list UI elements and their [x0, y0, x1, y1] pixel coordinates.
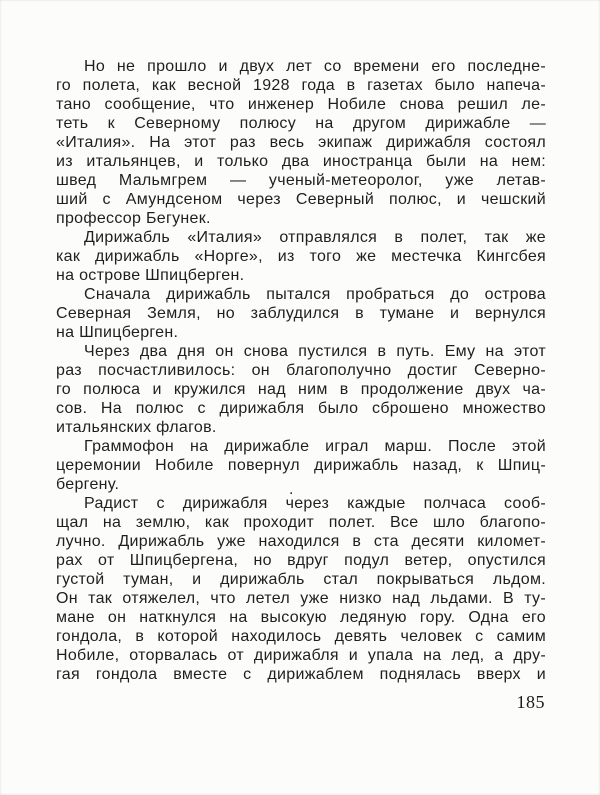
paragraph — [56, 342, 546, 437]
text-line: Он так отяжелел, что летел уже низко над льдами. В ту- — [56, 590, 546, 607]
paragraph — [56, 228, 546, 285]
text-line: го полюса и кружился над ним в продолжение двух ча- — [56, 381, 546, 398]
paragraph — [56, 494, 546, 684]
text-line: щал на землю, как проходит полет. Все шло благопо- — [56, 514, 546, 531]
text-line: на острове Шпицберген. — [56, 267, 245, 284]
paragraph — [56, 57, 546, 228]
text-line: густой туман, и дирижабль стал покрываться льдом. — [56, 571, 546, 588]
text-line: теть к Северному полюсу на другом дирижабле — — [56, 115, 546, 132]
text-line: Радист с дирижабля через каждые полчаса сооб- — [84, 495, 546, 512]
text-line: швед Мальмгрем — ученый-метеоролог, уже летав- — [56, 172, 546, 189]
text-line: раз посчастливилось: он благополучно достиг Северно- — [56, 362, 546, 379]
paragraph — [56, 437, 546, 494]
text-line: Но не прошло и двух лет со времени его последне- — [84, 58, 546, 75]
paragraph — [56, 285, 546, 342]
text-line: сов. На полюс с дирижабля было сброшено множество — [56, 400, 546, 417]
text-line: ший с Амундсеном через Северный полюс, и чешский — [56, 191, 546, 208]
text-line: Дирижабль «Италия» отправлялся в полет, так же — [84, 229, 546, 246]
text-line: го полета, как весной 1928 года в газетах было напеча- — [56, 77, 546, 94]
text-line: «Италия». На этот раз весь экипаж дирижабля состоял — [56, 134, 546, 151]
page-number: 185 — [516, 692, 545, 712]
text-line: лучно. Дирижабль уже находился в ста десяти километ- — [56, 533, 546, 550]
text-line: тано сообщение, что инженер Нобиле снова решил ле- — [56, 96, 546, 113]
text-line: итальянских флагов. — [56, 419, 217, 436]
text-line: рах от Шпицбергена, но вдруг подул ветер, опустился — [56, 552, 546, 569]
text-line: на Шпицберген. — [56, 324, 179, 341]
text-line: бергену. — [56, 476, 120, 493]
text-line: церемонии Нобиле повернул дирижабль назад, к Шпиц- — [56, 457, 546, 474]
text-line: гая гондола вместе с дирижаблем поднялась вверх и — [56, 666, 546, 683]
text-line: мане он наткнулся на высокую ледяную гору. Одна его — [56, 609, 546, 626]
text-line: Северная Земля, но заблудился в тумане и вернулся — [56, 305, 546, 322]
text-line: профессор Бегунек. — [56, 210, 211, 227]
text-line: Сначала дирижабль пытался пробраться до острова — [84, 286, 546, 303]
text-line: Через два дня он снова пустился в путь. Ему на этот — [84, 343, 546, 360]
text-line: гондола, в которой находилось девять человек с самим — [56, 628, 546, 645]
text-line: Граммофон на дирижабле играл марш. После этой — [84, 438, 546, 455]
ink-dot-artifact: . — [289, 481, 294, 498]
text-line: Нобиле, оторвалась от дирижабля и упала на лед, а дру- — [56, 647, 546, 664]
text-block — [56, 57, 546, 684]
text-line: как дирижабль «Норге», из того же местечка Кингсбея — [56, 248, 546, 265]
text-line: из итальянцев, и только два иностранца были на нем: — [56, 153, 546, 170]
